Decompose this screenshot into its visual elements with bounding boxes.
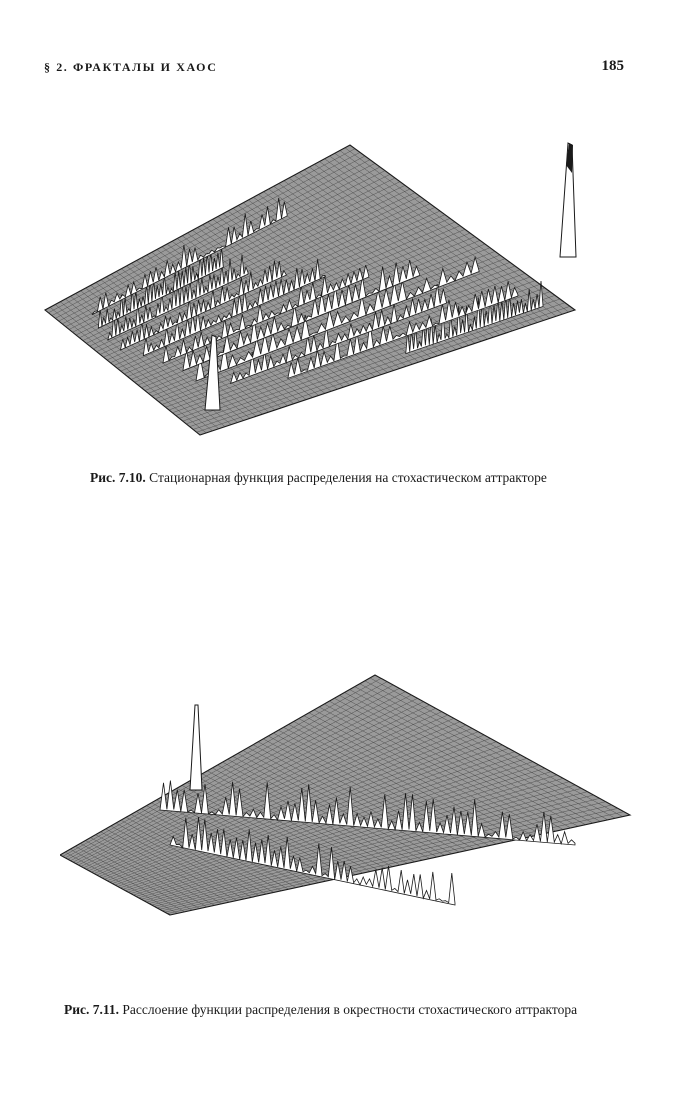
figure-7-10-label: Рис. 7.10. [90, 470, 146, 485]
page-header [44, 58, 624, 80]
figure-7-11-label: Рис. 7.11. [64, 1002, 120, 1017]
page-number: 185 [601, 58, 624, 74]
figure-7-10-caption-text: Стационарная функция распределения на стохастическом аттракторе [149, 470, 547, 485]
figure-7-10 [40, 125, 600, 455]
figure-7-11 [60, 660, 640, 930]
running-head: § 2. ФРАКТАЛЫ И ХАОС [44, 60, 218, 74]
figure-7-10-caption [90, 470, 547, 486]
fig-7-11-peak-left [190, 705, 202, 790]
figure-7-11-surface-plot [60, 660, 640, 930]
figure-7-11-caption-text: Расслоение функции распределения в окрестности стохастического аттрактора [122, 1002, 578, 1017]
figure-7-10-surface-plot [40, 125, 600, 455]
figure-7-11-caption [64, 1002, 577, 1018]
